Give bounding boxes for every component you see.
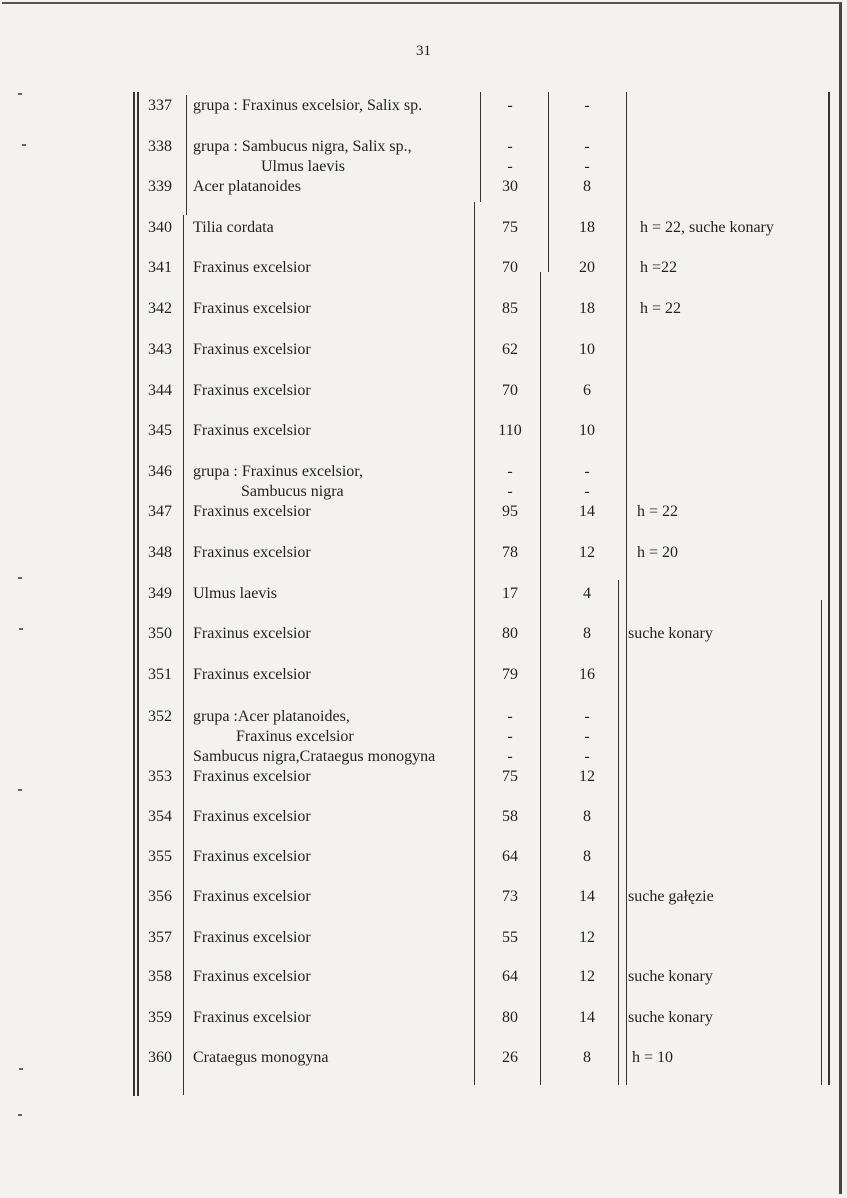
species-name: Ulmus laevis (193, 585, 277, 602)
tree-number: 357 (148, 929, 172, 946)
scan-speck (19, 628, 23, 630)
species-name: Fraxinus excelsior (193, 300, 311, 317)
diameter-value: 73 (502, 888, 518, 905)
tree-number: 349 (148, 585, 172, 602)
species-name: Fraxinus excelsior (193, 503, 311, 520)
height-value: 12 (579, 544, 595, 561)
diameter-value: 70 (502, 259, 518, 276)
species-name-continuation: Sambucus nigra (241, 483, 344, 500)
tree-number: 341 (148, 259, 172, 276)
remarks: suche konary (628, 625, 713, 642)
tree-number: 346 (148, 463, 172, 480)
column-rule-name (474, 202, 475, 1085)
diameter-value: 75 (502, 768, 518, 785)
height-value: 12 (579, 968, 595, 985)
tree-number: 342 (148, 300, 172, 317)
table-right-rule (828, 92, 830, 1085)
height-value: - (584, 138, 590, 155)
height-value: 8 (583, 178, 591, 195)
height-value: 18 (579, 300, 595, 317)
tree-number: 340 (148, 219, 172, 236)
remarks: h = 10 (632, 1049, 674, 1066)
height-value: 8 (583, 625, 591, 642)
species-name: grupa :Acer platanoides, (193, 708, 350, 725)
diameter-value: 64 (502, 848, 518, 865)
diameter-value: - (507, 138, 513, 155)
species-name: Fraxinus excelsior (193, 768, 311, 785)
tree-number: 358 (148, 968, 172, 985)
height-value: 8 (583, 808, 591, 825)
species-name-continuation: Sambucus nigra,Crataegus monogyna (193, 748, 436, 765)
diameter-value: - (507, 708, 513, 725)
species-name: grupa : Fraxinus excelsior, Salix sp. (193, 97, 423, 114)
diameter-value: 79 (502, 666, 518, 683)
tree-number: 348 (148, 544, 172, 561)
remarks: h = 20 (637, 544, 679, 561)
height-value: 12 (579, 929, 595, 946)
diameter-value: - (507, 483, 513, 500)
height-value: 6 (583, 382, 591, 399)
scan-border (2, 2, 842, 1194)
diameter-value: - (507, 158, 513, 175)
diameter-value: 80 (502, 625, 518, 642)
diameter-value: 85 (502, 300, 518, 317)
height-value: 16 (579, 666, 595, 683)
column-rule-diameter (548, 92, 549, 272)
species-name: Fraxinus excelsior (193, 422, 311, 439)
height-value: - (584, 158, 590, 175)
height-value: 10 (579, 422, 595, 439)
remarks: suche konary (628, 968, 713, 985)
tree-number: 347 (148, 503, 172, 520)
remarks: h = 22, suche konary (640, 219, 774, 236)
tree-number: 344 (148, 382, 172, 399)
height-value: - (584, 748, 590, 765)
species-name: Crataegus monogyna (193, 1049, 329, 1066)
column-rule-number (186, 95, 187, 215)
tree-number: 339 (148, 178, 172, 195)
column-rule-number (183, 215, 184, 1095)
height-value: 18 (579, 219, 595, 236)
diameter-value: 64 (502, 968, 518, 985)
column-rule-height (626, 92, 627, 1085)
diameter-value: - (507, 748, 513, 765)
diameter-value: 62 (502, 341, 518, 358)
diameter-value: 26 (502, 1049, 518, 1066)
diameter-value: 58 (502, 808, 518, 825)
tree-number: 350 (148, 625, 172, 642)
species-name: Fraxinus excelsior (193, 666, 311, 683)
remarks: suche konary (628, 1009, 713, 1026)
diameter-value: 55 (502, 929, 518, 946)
diameter-value: 95 (502, 503, 518, 520)
species-name: Fraxinus excelsior (193, 848, 311, 865)
species-name: Tilia cordata (193, 219, 274, 236)
diameter-value: - (507, 728, 513, 745)
species-name: Fraxinus excelsior (193, 259, 311, 276)
height-value: 14 (579, 1009, 595, 1026)
remarks: suche gałęzie (628, 888, 714, 905)
scan-speck (18, 93, 22, 95)
species-name: Acer platanoides (193, 178, 301, 195)
scan-speck (18, 1114, 22, 1116)
species-name-continuation: Ulmus laevis (261, 158, 345, 175)
remarks: h =22 (640, 259, 678, 276)
diameter-value: 110 (498, 422, 522, 439)
remarks: h = 22 (640, 300, 682, 317)
species-name: Fraxinus excelsior (193, 544, 311, 561)
tree-number: 355 (148, 848, 172, 865)
height-value: - (584, 97, 590, 114)
species-name: Fraxinus excelsior (193, 382, 311, 399)
height-value: - (584, 708, 590, 725)
height-value: 20 (579, 259, 595, 276)
diameter-value: 17 (502, 585, 518, 602)
tree-number: 343 (148, 341, 172, 358)
species-name-continuation: Fraxinus excelsior (236, 728, 354, 745)
tree-number: 338 (148, 138, 172, 155)
species-name: Fraxinus excelsior (193, 968, 311, 985)
diameter-value: 70 (502, 382, 518, 399)
height-value: - (584, 463, 590, 480)
remarks: h = 22 (637, 503, 679, 520)
diameter-value: - (507, 97, 513, 114)
table-right-rule (821, 600, 822, 1085)
height-value: 14 (579, 888, 595, 905)
diameter-value: 80 (502, 1009, 518, 1026)
diameter-value: 78 (502, 544, 518, 561)
species-name: grupa : Fraxinus excelsior, (193, 463, 363, 480)
tree-number: 337 (148, 97, 172, 114)
tree-number: 356 (148, 888, 172, 905)
tree-number: 353 (148, 768, 172, 785)
scan-speck (22, 144, 26, 146)
scan-speck (18, 789, 22, 791)
table-left-double-rule (133, 92, 135, 1096)
tree-number: 351 (148, 666, 172, 683)
diameter-value: - (507, 463, 513, 480)
table-left-double-rule (137, 92, 139, 1096)
diameter-value: 75 (502, 219, 518, 236)
species-name: Fraxinus excelsior (193, 1009, 311, 1026)
tree-number: 360 (148, 1049, 172, 1066)
height-value: - (584, 483, 590, 500)
height-value: 10 (579, 341, 595, 358)
species-name: Fraxinus excelsior (193, 341, 311, 358)
species-name: grupa : Sambucus nigra, Salix sp., (193, 138, 412, 155)
species-name: Fraxinus excelsior (193, 625, 311, 642)
height-value: 14 (579, 503, 595, 520)
tree-number: 352 (148, 708, 172, 725)
species-name: Fraxinus excelsior (193, 929, 311, 946)
tree-number: 359 (148, 1009, 172, 1026)
scan-speck (19, 1068, 23, 1070)
height-value: 12 (579, 768, 595, 785)
species-name: Fraxinus excelsior (193, 808, 311, 825)
height-value: 4 (583, 585, 591, 602)
page-number: 31 (416, 43, 431, 59)
diameter-value: 30 (502, 178, 518, 195)
height-value: 8 (583, 1049, 591, 1066)
height-value: 8 (583, 848, 591, 865)
scan-speck (18, 577, 22, 579)
tree-number: 354 (148, 808, 172, 825)
species-name: Fraxinus excelsior (193, 888, 311, 905)
tree-number: 345 (148, 422, 172, 439)
height-value: - (584, 728, 590, 745)
